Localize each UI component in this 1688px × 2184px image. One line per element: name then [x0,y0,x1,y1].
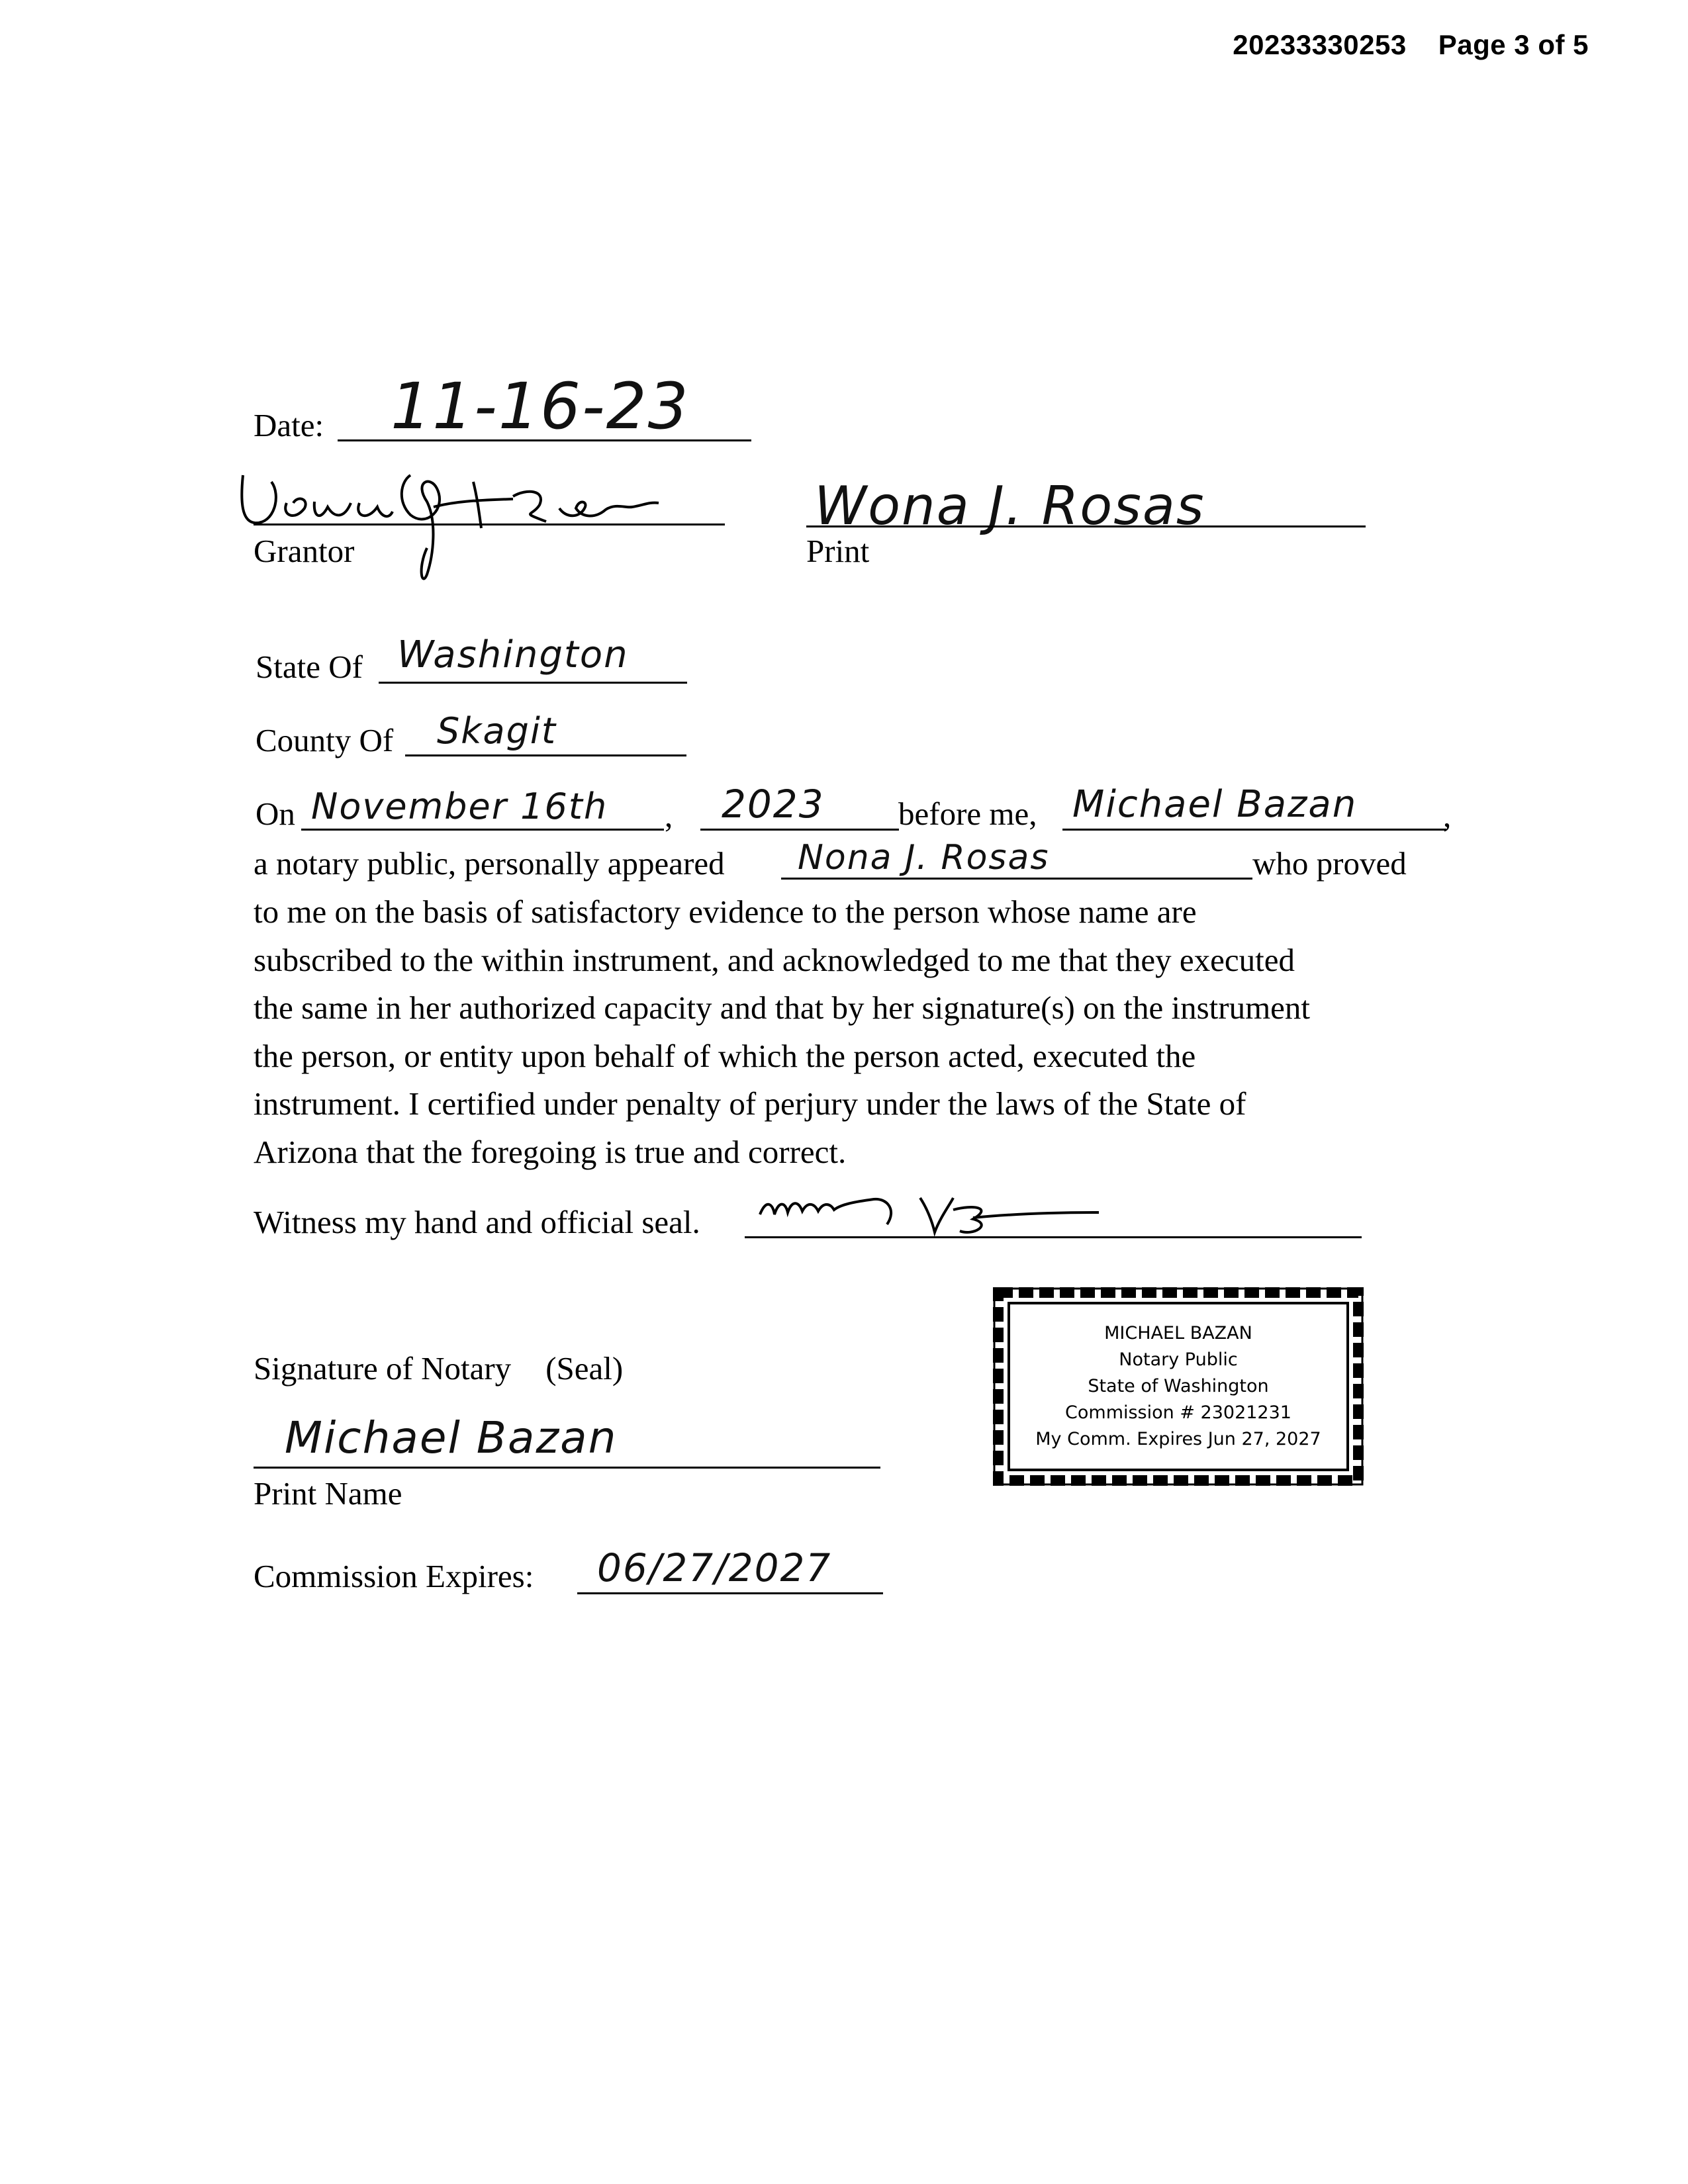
comma-2: , [1443,797,1452,834]
date-handwritten: 11-16-23 [391,369,690,443]
page-number: Page 3 of 5 [1438,29,1589,60]
state-label: State Of [256,649,363,685]
document-number: 20233330253 [1233,29,1407,60]
stamp-name: MICHAEL BAZAN [1104,1323,1252,1343]
appeared-line [781,878,1252,880]
ack-notary-handwritten: Michael Bazan [1072,783,1358,826]
stamp-state: State of Washington [1088,1376,1269,1396]
paragraph-line: Arizona that the foregoing is true and correct. [254,1133,847,1170]
stamp-expires: My Comm. Expires Jun 27, 2027 [1035,1429,1321,1449]
paragraph-line: to me on the basis of satisfactory evidence to the person whose name are [254,893,1197,930]
witness-signature [755,1178,1152,1241]
comma-1: , [665,797,673,834]
before-me-label: before me, [898,796,1037,832]
notary-signature-label [254,1352,623,1385]
notary-print-handwritten: Michael Bazan [285,1412,618,1463]
paragraph-line: subscribed to the within instrument, and acknowledged to me that they executed [254,941,1295,978]
grantor-label: Grantor [254,533,355,569]
on-date-line [301,829,664,831]
ack-date-handwritten: November 16th [311,786,608,827]
on-label: On [256,796,295,832]
acknowledgment-paragraph [254,888,1498,1176]
notary-name-line [1062,829,1446,831]
paragraph-line: the same in her authorized capacity and that by her signature(s) on the instrument [254,989,1311,1026]
print-label: Print [806,533,870,569]
print-line [806,525,1366,527]
grantor-print-handwritten: Wona J. Rosas [814,475,1205,537]
paragraph-line: instrument. I certified under penalty of perjury under the laws of the State of [254,1085,1246,1122]
state-line [379,682,687,684]
notary-stamp [993,1287,1364,1486]
print-name-label: Print Name [254,1475,402,1512]
county-handwritten: Skagit [437,710,557,752]
appeared-label: a notary public, personally appeared [254,845,725,882]
ack-year-handwritten: 2023 [722,782,825,827]
signature-of-notary-text: Signature of Notary [254,1350,512,1387]
notary-print-line [254,1467,880,1469]
state-handwritten: Washington [397,633,629,676]
grantor-line [254,523,725,525]
appeared-handwritten: Nona J. Rosas [798,838,1050,878]
paragraph-line: the person, or entity upon behalf of which the person acted, executed the [254,1037,1196,1074]
date-label: Date: [254,407,324,443]
commission-handwritten: 06/27/2027 [597,1545,832,1590]
stamp-commission: Commission # 23021231 [1065,1402,1291,1423]
witness-label: Witness my hand and official seal. [254,1204,700,1240]
county-label: County Of [256,722,394,758]
stamp-text [1008,1302,1349,1471]
county-line [405,754,686,756]
page-header [1233,29,1589,61]
who-proved-label: who proved [1252,845,1407,882]
year-line [700,829,899,831]
commission-line [577,1592,883,1594]
seal-label: (Seal) [545,1350,624,1387]
commission-expires-label: Commission Expires: [254,1558,534,1594]
stamp-title: Notary Public [1119,1349,1238,1370]
